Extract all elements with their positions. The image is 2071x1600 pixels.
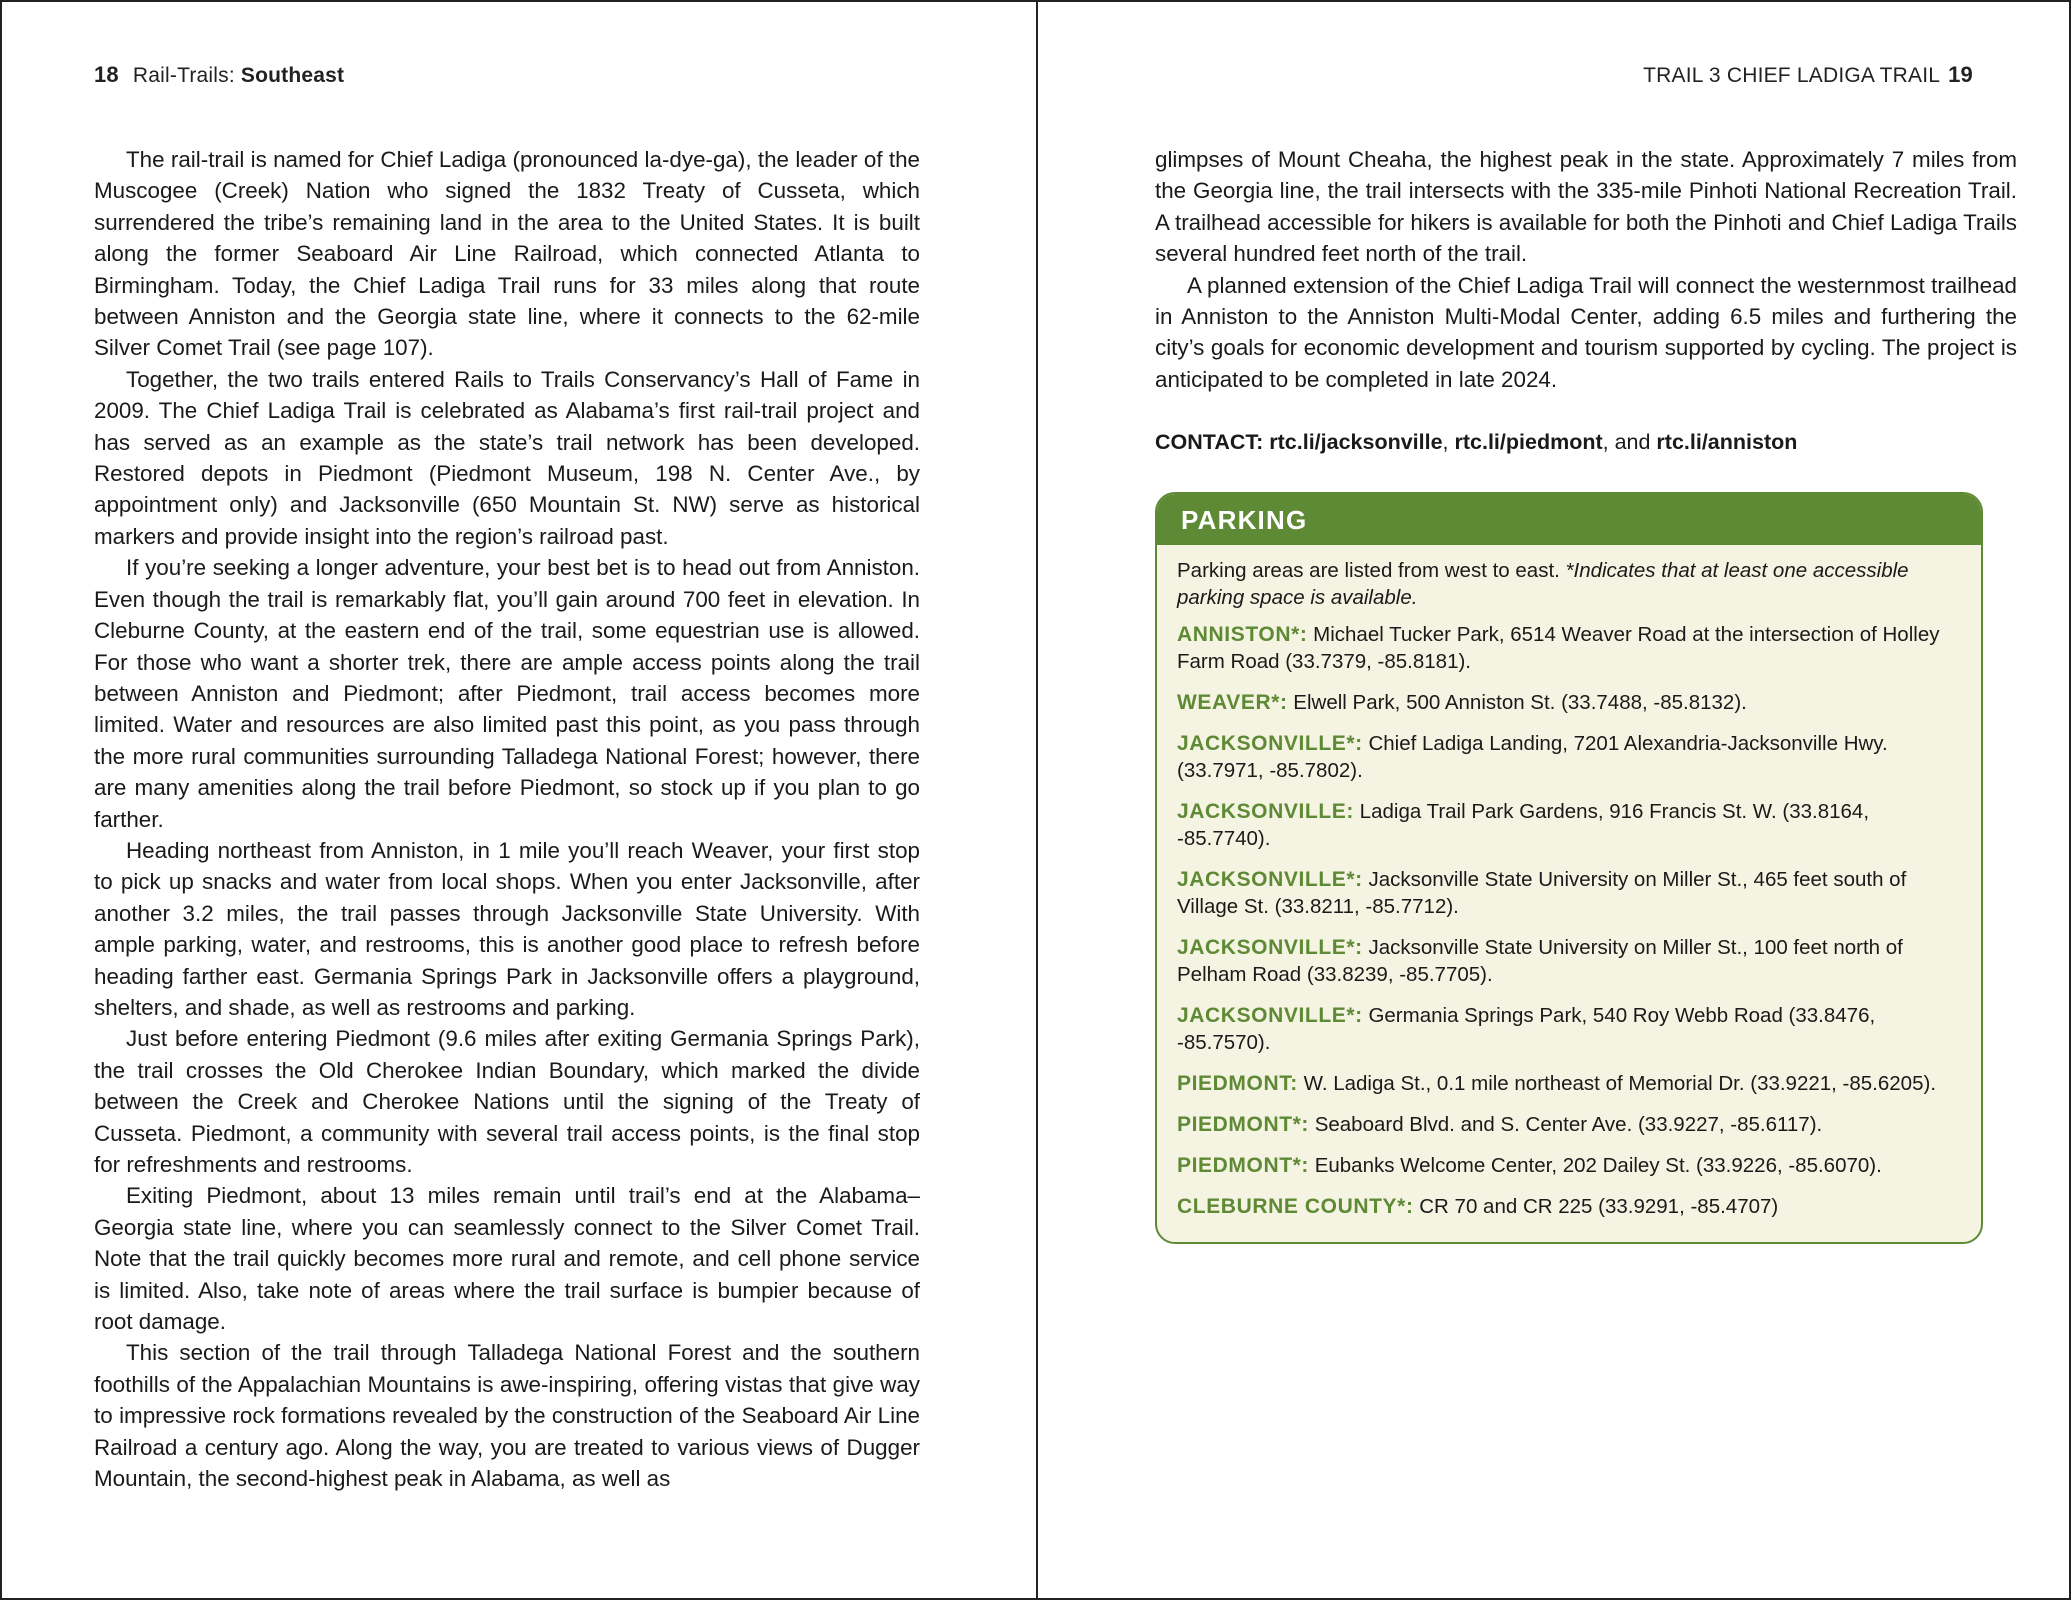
parking-details: Germania Springs Park, 540 Roy Webb Road (33.8476, -85.7570). [1177, 1004, 1876, 1054]
parking-entry [1177, 798, 1961, 852]
running-head-left [94, 62, 344, 88]
page-number: 18 [94, 62, 119, 87]
parking-details: Michael Tucker Park, 6514 Weaver Road at the intersection of Holley Farm Road (33.7379, -85.8181). [1177, 623, 1940, 673]
parking-place: ANNISTON*: [1177, 623, 1308, 646]
parking-entry [1177, 621, 1961, 675]
parking-place: PIEDMONT*: [1177, 1154, 1309, 1177]
parking-details: Seaboard Blvd. and S. Center Ave. (33.9227, -85.6117). [1309, 1113, 1823, 1136]
parking-place: WEAVER*: [1177, 691, 1288, 714]
paragraph: Exiting Piedmont, about 13 miles remain until trail’s end at the Alabama–Georgia state line, where you can seamlessly connect to the Silver Comet Trail. Note that the trail quickly becomes more rural and remote, and cell phone service is limited. Also, take note of areas where the trail surface is bumpier because of root damage. [94, 1183, 920, 1335]
paragraph: If you’re seeking a longer adventure, your best bet is to head out from Anniston. Even though the trail is remarkably flat, you’ll gain around 700 feet in elevation. In Cleburne County, at the eastern end of the trail, some equestrian use is allowed. For those who want a shorter trek, there are ample access points along the trail between Anniston and Piedmont; after Piedmont, trail access becomes more limited. Water and resources are also limited past this point, as you pass through the more rural communities surrounding Talladega National Forest; however, there are many amenities along the trail before Piedmont, so stock up if you plan to go farther. [94, 555, 920, 832]
contact-link-piedmont[interactable]: rtc.li/piedmont [1454, 430, 1603, 454]
parking-details: W. Ladiga St., 0.1 mile northeast of Memorial Dr. (33.9221, -85.6205). [1297, 1072, 1937, 1095]
parking-entry [1177, 1111, 1961, 1138]
parking-details: Chief Ladiga Landing, 7201 Alexandria-Jacksonville Hwy. (33.7971, -85.7802). [1177, 732, 1888, 782]
body-text-left [94, 144, 920, 1494]
paragraph: A planned extension of the Chief Ladiga Trail will connect the westernmost trailhead in Anniston to the Anniston Multi-Modal Center, adding 6.5 miles and furthering the city’s goals for economic development and tourism supported by cycling. The project is anticipated to be completed in late 2024. [1155, 272, 2017, 392]
parking-intro-note: *Indicates that at least one accessible parking space is available. [1177, 559, 1909, 609]
parking-entry [1177, 1002, 1961, 1056]
parking-place: JACKSONVILLE: [1177, 800, 1354, 823]
parking-entry [1177, 934, 1961, 988]
parking-entry [1177, 1152, 1961, 1179]
parking-details: Jacksonville State University on Miller St., 100 feet north of Pelham Road (33.8239, -85.7705). [1177, 936, 1903, 986]
parking-place: CLEBURNE COUNTY*: [1177, 1195, 1414, 1218]
contact-label: CONTACT: [1155, 430, 1270, 454]
parking-intro [1177, 557, 1961, 611]
paragraph: Just before entering Piedmont (9.6 miles after exiting Germania Springs Park), the trail crosses the Old Cherokee Indian Boundary, which marked the divide between the Creek and Cherokee Nations until the signing of the Treaty of Cusseta. Piedmont, a community with several trail access points, is the final stop for refreshments and restrooms. [94, 1026, 920, 1177]
parking-place: PIEDMONT: [1177, 1072, 1298, 1095]
contact-link-jacksonville[interactable]: rtc.li/jacksonville [1269, 430, 1443, 454]
parking-details: Jacksonville State University on Miller St., 465 feet south of Village St. (33.8211, -85.7712). [1177, 868, 1907, 918]
parking-details: Eubanks Welcome Center, 202 Dailey St. (33.9226, -85.6070). [1309, 1154, 1882, 1177]
right-page [1038, 2, 2071, 1598]
book-title: Rail-Trails: [132, 64, 241, 87]
paragraph: This section of the trail through Talladega National Forest and the southern foothills of the Appalachian Mountains is awe-inspiring, offering vistas that give way to impressive rock formations revealed by the construction of the Seaboard Air Line Railroad a century ago. Along the way, you are treated to various views of Dugger Mountain, the second-highest peak in Alabama, as well as [94, 1340, 920, 1492]
parking-place: JACKSONVILLE*: [1177, 732, 1363, 755]
parking-heading: PARKING [1157, 494, 1981, 545]
parking-place: JACKSONVILLE*: [1177, 868, 1363, 891]
parking-box [1155, 492, 1983, 1244]
parking-entry [1177, 866, 1961, 920]
left-page [2, 2, 1038, 1598]
contact-separator: , [1442, 430, 1455, 454]
chapter-title: TRAIL 3 CHIEF LADIGA TRAIL [1643, 64, 1941, 87]
body-text-right [1155, 144, 2017, 395]
book-region: Southeast [240, 64, 345, 87]
parking-place: JACKSONVILLE*: [1177, 1004, 1363, 1027]
parking-details: CR 70 and CR 225 (33.9291, -85.4707) [1413, 1195, 1779, 1218]
running-head-right [1643, 62, 1973, 88]
paragraph: The rail-trail is named for Chief Ladiga (pronounced la-dye-ga), the leader of the Muscogee (Creek) Nation who signed the 1832 Treaty of Cusseta, which surrendered the tribe’s remaining land in the area to the United States. It is built along the former Seaboard Air Line Railroad, which connected Atlanta to Birmingham. Today, the Chief Ladiga Trail runs for 33 miles along that route between Anniston and the Georgia state line, where it connects to the 62-mile Silver Comet Trail (see page 107). [94, 147, 920, 361]
parking-entry [1177, 1070, 1961, 1097]
parking-entry [1177, 730, 1961, 784]
parking-intro-text: Parking areas are listed from west to east. [1177, 559, 1566, 582]
parking-list [1157, 545, 1981, 1242]
paragraph: glimpses of Mount Cheaha, the highest peak in the state. Approximately 7 miles from the Georgia line, the trail intersects with the 335-mile Pinhoti National Recreation Trail. A trailhead accessible for hikers is available for both the Pinhoti and Chief Ladiga Trails several hundred feet north of the trail. [1155, 147, 2017, 267]
parking-entry [1177, 689, 1961, 716]
page-number: 19 [1948, 62, 1973, 87]
contact-line [1155, 430, 2017, 455]
parking-entry [1177, 1193, 1961, 1220]
paragraph: Heading northeast from Anniston, in 1 mile you’ll reach Weaver, your first stop to pick up snacks and water from local shops. When you enter Jacksonville, after another 3.2 miles, the trail passes through Jacksonville State University. With ample parking, water, and restrooms, this is another good place to refresh before heading farther east. Germania Springs Park in Jacksonville offers a playground, shelters, and shade, as well as restrooms and parking. [94, 837, 920, 1020]
parking-place: JACKSONVILLE*: [1177, 936, 1363, 959]
parking-details: Ladiga Trail Park Gardens, 916 Francis St. W. (33.8164, -85.7740). [1177, 800, 1870, 850]
parking-details: Elwell Park, 500 Anniston St. (33.7488, -85.8132). [1287, 691, 1747, 714]
parking-place: PIEDMONT*: [1177, 1113, 1309, 1136]
paragraph: Together, the two trails entered Rails to Trails Conservancy’s Hall of Fame in 2009. The Chief Ladiga Trail is celebrated as Alabama’s first rail-trail project and has served as an example as the state’s trail network has been developed. Restored depots in Piedmont (Piedmont Museum, 198 N. Center Ave., by appointment only) and Jacksonville (650 Mountain St. NW) serve as historical markers and provide insight into the region’s railroad past. [94, 366, 920, 549]
contact-separator: , and [1602, 430, 1657, 454]
contact-link-anniston[interactable]: rtc.li/anniston [1656, 430, 1798, 454]
